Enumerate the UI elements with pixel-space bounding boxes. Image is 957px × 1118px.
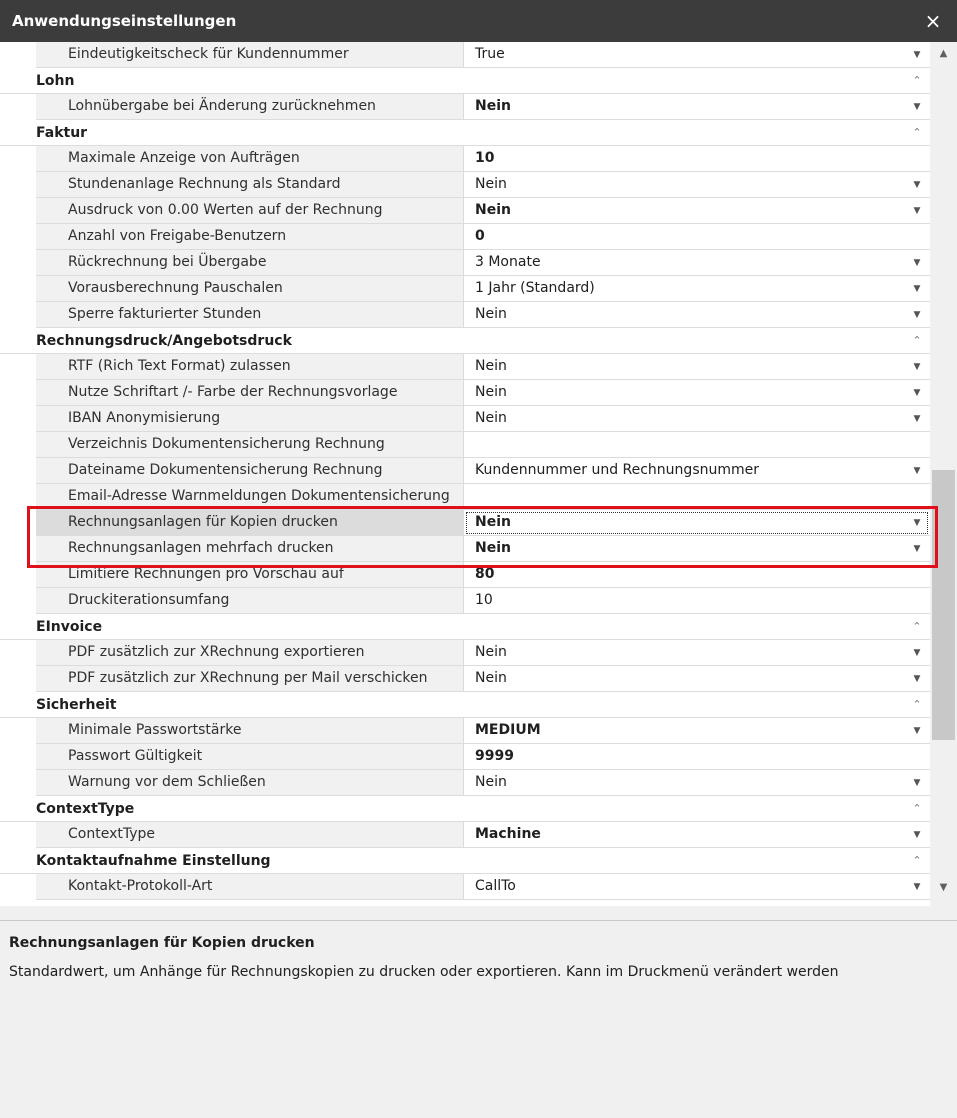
property-value-text: MEDIUM (475, 722, 541, 738)
property-grid (0, 42, 930, 906)
property-value[interactable] (464, 588, 930, 614)
row-gutter (0, 744, 36, 770)
property-name[interactable]: Warnung vor dem Schließen (36, 770, 464, 796)
property-name[interactable]: Passwort Gültigkeit (36, 744, 464, 770)
chevron-down-icon[interactable]: ▼ (913, 830, 921, 840)
row-gutter (0, 484, 36, 510)
property-name[interactable]: Verzeichnis Dokumentensicherung Rechnung (36, 432, 464, 458)
property-value-text: CallTo (475, 878, 516, 894)
row-gutter (0, 302, 36, 328)
property-value[interactable] (464, 536, 930, 562)
description-text: Standardwert, um Anhänge für Rechnungskopien zu drucken oder exportieren. Kann im Druckmenü verändert werden (9, 964, 839, 980)
property-row[interactable] (0, 172, 930, 198)
row-gutter (0, 588, 36, 614)
scroll-down-icon[interactable]: ▼ (939, 882, 948, 893)
property-value[interactable] (464, 874, 930, 900)
property-row[interactable] (0, 432, 930, 458)
property-name[interactable]: IBAN Anonymisierung (36, 406, 464, 432)
chevron-down-icon[interactable]: ▼ (913, 466, 921, 476)
row-gutter (0, 276, 36, 302)
row-gutter (0, 510, 36, 536)
property-name[interactable]: Vorausberechnung Pauschalen (36, 276, 464, 302)
property-name[interactable]: Ausdruck von 0.00 Werten auf der Rechnung (36, 198, 464, 224)
category-row[interactable] (0, 796, 930, 822)
property-row[interactable] (0, 744, 930, 770)
property-row[interactable] (0, 224, 930, 250)
property-row[interactable] (0, 536, 930, 562)
chevron-down-icon[interactable]: ▼ (913, 648, 921, 658)
property-value[interactable] (464, 302, 930, 328)
property-name[interactable]: Nutze Schriftart /- Farbe der Rechnungsvorlage (36, 380, 464, 406)
property-value-text: Nein (475, 514, 511, 530)
property-value[interactable] (464, 640, 930, 666)
property-value-text: 80 (475, 566, 495, 582)
property-value[interactable] (464, 822, 930, 848)
property-name[interactable]: Minimale Passwortstärke (36, 718, 464, 744)
property-value-text: Nein (475, 384, 507, 400)
property-value-text: Nein (475, 774, 507, 790)
property-value[interactable] (464, 718, 930, 744)
row-gutter (0, 172, 36, 198)
chevron-down-icon[interactable]: ▼ (913, 518, 921, 528)
row-gutter (0, 42, 36, 68)
property-name[interactable]: Druckiterationsumfang (36, 588, 464, 614)
property-row[interactable] (0, 42, 930, 68)
vertical-scrollbar[interactable] (930, 42, 957, 906)
row-gutter (0, 874, 36, 900)
row-gutter (0, 198, 36, 224)
property-value-text: Nein (475, 98, 511, 114)
row-gutter (0, 146, 36, 172)
property-value[interactable] (464, 510, 930, 536)
category-label: EInvoice (36, 619, 103, 635)
row-gutter (0, 640, 36, 666)
category-row[interactable] (0, 120, 930, 146)
row-gutter (0, 380, 36, 406)
row-gutter (0, 94, 36, 120)
property-value-text: 0 (475, 228, 485, 244)
chevron-down-icon[interactable]: ▼ (913, 882, 921, 892)
chevron-down-icon[interactable]: ▼ (913, 362, 921, 372)
window-titlebar (0, 0, 957, 42)
category-row[interactable] (0, 692, 930, 718)
chevron-down-icon[interactable]: ▼ (913, 284, 921, 294)
chevron-up-icon[interactable]: ⌃ (912, 620, 922, 633)
category-row[interactable] (0, 614, 930, 640)
property-value[interactable] (464, 146, 930, 172)
property-value[interactable] (464, 432, 930, 458)
property-value[interactable] (464, 406, 930, 432)
property-value[interactable] (464, 250, 930, 276)
property-row[interactable] (0, 94, 930, 120)
property-row[interactable] (0, 406, 930, 432)
property-value-text: 3 Monate (475, 254, 541, 270)
chevron-down-icon[interactable]: ▼ (913, 674, 921, 684)
property-row[interactable] (0, 562, 930, 588)
property-row[interactable] (0, 822, 930, 848)
property-value-text: 10 (475, 150, 495, 166)
property-name[interactable]: Eindeutigkeitscheck für Kundennummer (36, 42, 464, 68)
row-gutter (0, 822, 36, 848)
chevron-up-icon[interactable]: ⌃ (912, 698, 922, 711)
chevron-down-icon[interactable]: ▼ (913, 310, 921, 320)
property-value-text: 1 Jahr (Standard) (475, 280, 595, 296)
property-row[interactable] (0, 380, 930, 406)
property-row[interactable] (0, 588, 930, 614)
chevron-up-icon[interactable]: ⌃ (912, 854, 922, 867)
property-value[interactable] (464, 354, 930, 380)
property-name[interactable]: Anzahl von Freigabe-Benutzern (36, 224, 464, 250)
property-value[interactable] (464, 172, 930, 198)
property-name[interactable]: Limitiere Rechnungen pro Vorschau auf (36, 562, 464, 588)
chevron-down-icon[interactable]: ▼ (913, 258, 921, 268)
chevron-down-icon[interactable]: ▼ (913, 544, 921, 554)
property-value[interactable] (464, 744, 930, 770)
row-gutter (0, 666, 36, 692)
property-row[interactable] (0, 354, 930, 380)
property-row[interactable] (0, 198, 930, 224)
property-row[interactable] (0, 250, 930, 276)
chevron-down-icon[interactable]: ▼ (913, 50, 921, 60)
property-name[interactable]: Kontakt-Protokoll-Art (36, 874, 464, 900)
property-value-text: 10 (475, 592, 493, 608)
property-name[interactable]: Stundenanlage Rechnung als Standard (36, 172, 464, 198)
chevron-up-icon[interactable]: ⌃ (912, 126, 922, 139)
chevron-down-icon[interactable]: ▼ (913, 206, 921, 216)
category-label: Lohn (36, 73, 75, 89)
row-gutter (0, 406, 36, 432)
property-value-text: Nein (475, 410, 507, 426)
row-gutter (0, 432, 36, 458)
property-name[interactable]: Maximale Anzeige von Aufträgen (36, 146, 464, 172)
property-row[interactable] (0, 640, 930, 666)
property-name[interactable]: RTF (Rich Text Format) zulassen (36, 354, 464, 380)
property-value[interactable] (464, 42, 930, 68)
property-row[interactable] (0, 458, 930, 484)
row-gutter (0, 718, 36, 744)
property-value[interactable] (464, 484, 930, 510)
chevron-down-icon[interactable]: ▼ (913, 726, 921, 736)
chevron-up-icon[interactable]: ⌃ (912, 802, 922, 815)
property-name[interactable]: Rechnungsanlagen für Kopien drucken (36, 510, 464, 536)
property-value-text: Nein (475, 176, 507, 192)
category-row[interactable] (0, 328, 930, 354)
property-value[interactable] (464, 276, 930, 302)
property-value[interactable] (464, 224, 930, 250)
property-value-text: True (475, 46, 505, 62)
row-gutter (0, 458, 36, 484)
property-row[interactable] (0, 770, 930, 796)
property-name[interactable]: Email-Adresse Warnmeldungen Dokumentensicherung (36, 484, 464, 510)
row-gutter (0, 536, 36, 562)
property-row[interactable] (0, 666, 930, 692)
property-value[interactable] (464, 380, 930, 406)
description-panel (0, 920, 957, 1118)
property-name[interactable]: PDF zusätzlich zur XRechnung exportieren (36, 640, 464, 666)
property-name[interactable]: Sperre fakturierter Stunden (36, 302, 464, 328)
category-row[interactable] (0, 848, 930, 874)
property-value[interactable] (464, 770, 930, 796)
property-name[interactable]: Dateiname Dokumentensicherung Rechnung (36, 458, 464, 484)
row-gutter (0, 224, 36, 250)
property-name[interactable]: Rechnungsanlagen mehrfach drucken (36, 536, 464, 562)
property-row[interactable] (0, 276, 930, 302)
chevron-up-icon[interactable]: ⌃ (912, 74, 922, 87)
close-icon[interactable]: × (924, 9, 942, 33)
category-row[interactable] (0, 68, 930, 94)
property-value-text: Machine (475, 826, 541, 842)
property-value[interactable] (464, 198, 930, 224)
scroll-up-icon[interactable]: ▲ (939, 48, 948, 59)
scrollbar-thumb[interactable] (932, 470, 955, 740)
row-gutter (0, 770, 36, 796)
property-row[interactable] (0, 874, 930, 900)
chevron-down-icon[interactable]: ▼ (913, 388, 921, 398)
property-value-text: Nein (475, 358, 507, 374)
chevron-down-icon[interactable]: ▼ (913, 414, 921, 424)
chevron-up-icon[interactable]: ⌃ (912, 334, 922, 347)
property-value[interactable] (464, 562, 930, 588)
row-gutter (0, 354, 36, 380)
property-value-text: Nein (475, 202, 511, 218)
property-value-text: 9999 (475, 748, 514, 764)
description-title: Rechnungsanlagen für Kopien drucken (9, 935, 315, 951)
category-label: ContextType (36, 801, 135, 817)
property-name[interactable]: Lohnübergabe bei Änderung zurücknehmen (36, 94, 464, 120)
property-value-text: Nein (475, 670, 507, 686)
property-row[interactable] (0, 484, 930, 510)
property-value[interactable] (464, 458, 930, 484)
property-value-text: Nein (475, 540, 511, 556)
property-name[interactable]: PDF zusätzlich zur XRechnung per Mail verschicken (36, 666, 464, 692)
category-label: Sicherheit (36, 697, 117, 713)
row-gutter (0, 562, 36, 588)
category-label: Kontaktaufnahme Einstellung (36, 853, 271, 869)
property-row[interactable] (0, 302, 930, 328)
property-name[interactable]: Rückrechnung bei Übergabe (36, 250, 464, 276)
property-value-text: Nein (475, 306, 507, 322)
property-name[interactable]: ContextType (36, 822, 464, 848)
category-label: Faktur (36, 125, 88, 141)
property-value-text: Kundennummer und Rechnungsnummer (475, 462, 759, 478)
property-value[interactable] (464, 666, 930, 692)
chevron-down-icon[interactable]: ▼ (913, 778, 921, 788)
property-row[interactable] (0, 510, 930, 536)
window-title: Anwendungseinstellungen (12, 12, 237, 30)
chevron-down-icon[interactable]: ▼ (913, 102, 921, 112)
property-row[interactable] (0, 718, 930, 744)
row-gutter (0, 250, 36, 276)
chevron-down-icon[interactable]: ▼ (913, 180, 921, 190)
property-value[interactable] (464, 94, 930, 120)
category-label: Rechnungsdruck/Angebotsdruck (36, 333, 292, 349)
property-row[interactable] (0, 146, 930, 172)
property-value-text: Nein (475, 644, 507, 660)
